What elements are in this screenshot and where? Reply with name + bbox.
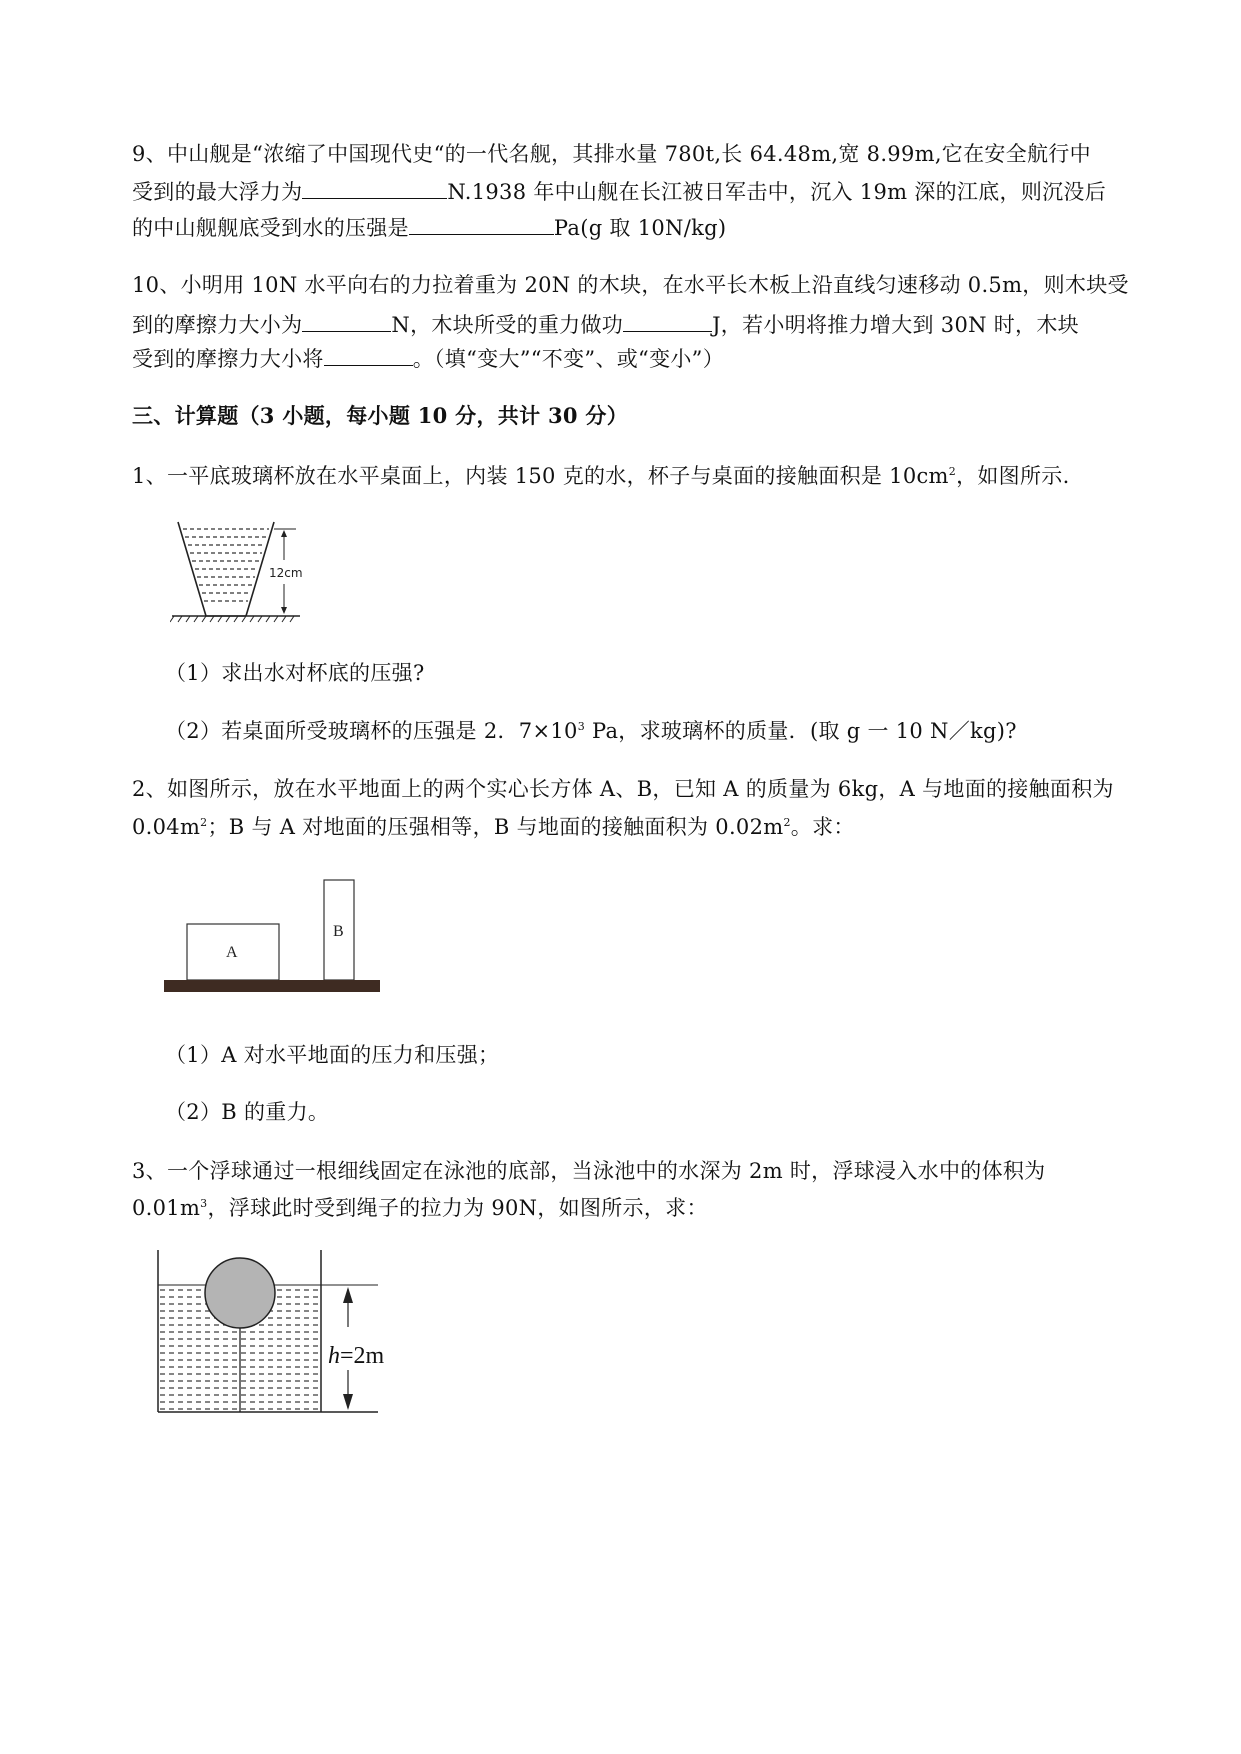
c2-sub-1: （1）A 对水平地面的压力和压强； <box>165 1043 500 1067</box>
c2-line-1: 2、如图所示，放在水平地面上的两个实心长方体 A、B，已知 A 的质量为 6kg，A 与地面的接触面积为 <box>132 777 1114 801</box>
height-label: 12cm <box>269 566 303 580</box>
q9-line-3: 的中山舰舰底受到水的压强是 Pa(g 取 10N/kg) <box>132 212 726 242</box>
float-ball <box>205 1258 275 1328</box>
q10-line-2: 到的摩擦力大小为 N，木块所受的重力做功 J，若小明将推力增大到 30N 时，木块 <box>132 309 1079 339</box>
answer-blank[interactable] <box>324 343 413 366</box>
q9-line-1: 9、中山舰是“浓缩了中国现代史“的一代名舰，其排水量 780t,长 64.48m,宽 8.99m,它在安全航行中 <box>132 142 1091 166</box>
answer-blank[interactable] <box>302 176 447 199</box>
depth-label: h=2m <box>328 1343 385 1369</box>
q9-line-2: 受到的最大浮力为 N.1938 年中山舰在长江被日军击中，沉入 19m 深的江底，则沉没后 <box>132 176 1106 206</box>
c1-stem: 1、一平底玻璃杯放在水平桌面上，内装 150 克的水，杯子与桌面的接触面积是 $10cm^2$，如图所示. <box>132 464 1070 488</box>
glass-cup-figure <box>170 516 305 628</box>
q10-line-3: 受到的摩擦力大小将 。（填“变大”“不变”、或“变小”） <box>132 343 724 373</box>
c2-sub-2: （2）B 的重力。 <box>165 1100 330 1124</box>
answer-blank[interactable] <box>623 309 712 332</box>
c1-sub-2: （2）若桌面所受玻璃杯的压强是 2．$7\times 10^3$ Pa，求玻璃杯的质量．(取 g 一 10 N／kg)? <box>165 719 1017 743</box>
answer-blank[interactable] <box>409 212 554 235</box>
pool-figure <box>150 1245 390 1420</box>
answer-blank[interactable] <box>302 309 391 332</box>
c1-sub-1: （1）求出水对杯底的压强? <box>165 661 425 685</box>
q10-line-1: 10、小明用 10N 水平向右的力拉着重为 20N 的木块，在水平长木板上沿直线匀速移动 0.5m，则木块受 <box>132 273 1129 297</box>
c2-line-2: $0.04m^2$；B 与 A 对地面的压强相等，B 与地面的接触面积为 $0.02m^2$。求： <box>132 815 855 839</box>
section-heading: 三、计算题（3 小题，每小题 10 分，共计 30 分） <box>132 403 629 428</box>
block-a-label: A <box>226 944 238 961</box>
block-b-label: B <box>333 923 344 940</box>
c3-line-2: $0.01m^3$，浮球此时受到绳子的拉力为 90N，如图所示，求： <box>132 1196 708 1220</box>
ground-board <box>164 980 380 992</box>
blocks-figure <box>160 875 385 1000</box>
c3-line-1: 3、一个浮球通过一根细线固定在泳池的底部，当泳池中的水深为 2m 时，浮球浸入水中的体积为 <box>132 1159 1046 1183</box>
